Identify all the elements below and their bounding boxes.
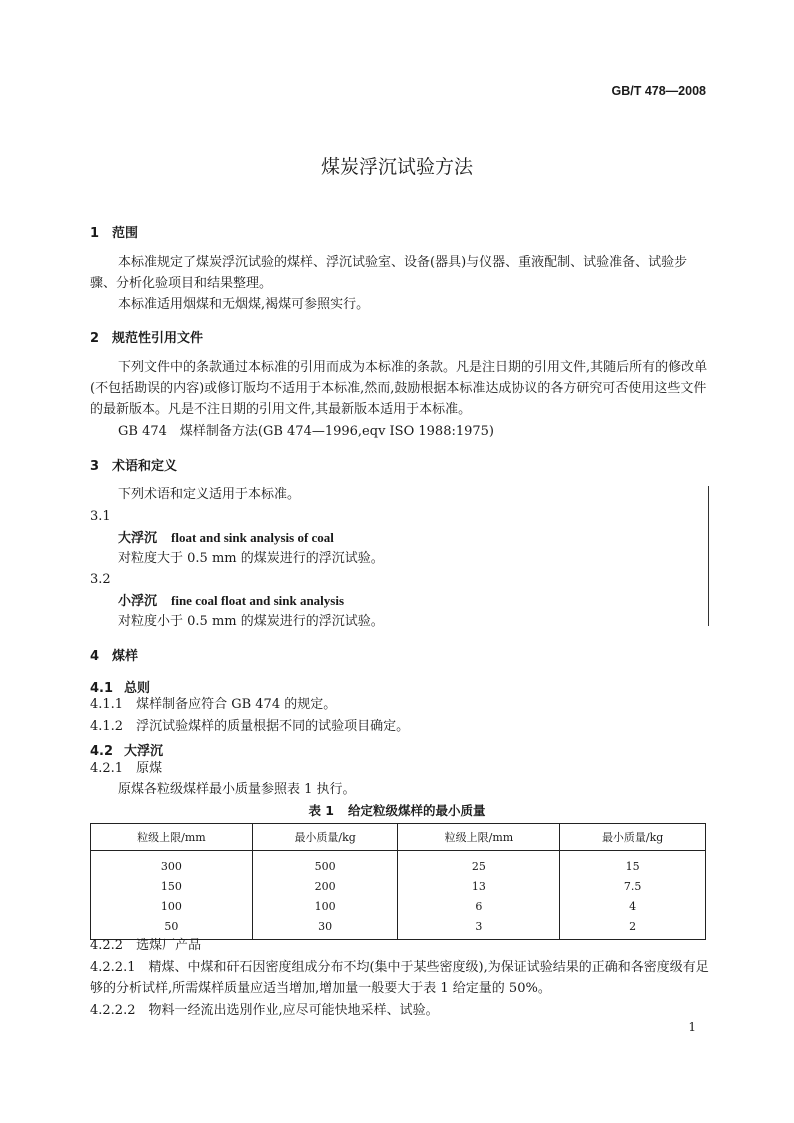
term-3-1 (118, 527, 334, 549)
term-3-2-number: 3.2 (90, 572, 111, 587)
table-cell: 13 (398, 876, 560, 896)
term-3-1-definition: 对粒度大于 0.5 mm 的煤炭进行的浮沉试验。 (118, 551, 384, 566)
clause-title: 大浮沉 (124, 744, 164, 759)
table-cell: 100 (91, 896, 253, 916)
clause-4-2-1-text: 原煤各粒级煤样最小质量参照表 1 执行。 (118, 782, 356, 797)
column-header: 粒级上限/mm (91, 824, 253, 851)
section-number: 4 (90, 649, 100, 664)
section-number: 3 (90, 459, 100, 474)
section-number: 2 (90, 331, 100, 346)
section-title: 范围 (112, 226, 139, 241)
section-title: 术语和定义 (112, 459, 178, 474)
section-1-paragraph-1: 本标准规定了煤炭浮沉试验的煤样、浮沉试验室、设备(器具)与仪器、重液配制、试验准备、试验步骤、分析化验项目和结果整理。 (90, 255, 688, 291)
table-cell: 30 (252, 916, 398, 940)
table-cell: 25 (398, 851, 560, 877)
table-cell: 2 (560, 916, 706, 940)
table-cell: 3 (398, 916, 560, 940)
section-3-heading (90, 455, 177, 474)
table-cell: 4 (560, 896, 706, 916)
section-2-heading (90, 327, 203, 346)
clause-title: 总则 (124, 681, 151, 696)
section-number: 1 (90, 226, 100, 241)
standard-number: GB/T 478—2008 (611, 84, 706, 98)
term-zh: 小浮沉 (118, 594, 158, 609)
column-header: 最小质量/kg (560, 824, 706, 851)
term-zh: 大浮沉 (118, 531, 158, 546)
table-title: 给定粒级煤样的最小质量 (348, 803, 486, 818)
table-cell: 300 (91, 851, 253, 877)
section-3-intro: 下列术语和定义适用于本标准。 (118, 487, 301, 502)
table-caption (0, 801, 794, 819)
section-2-paragraph: 下列文件中的条款通过本标准的引用而成为本标准的条款。凡是注日期的引用文件,其随后所有的修改单(不包括勘误的内容)或修订版均不适用于本标准,然而,鼓励根据本标准达成协议的各方研究可否使用这些文件的最新版本。凡是不注日期的引用文件,其最新版本适用于本标准。 (90, 360, 708, 417)
clause-4-2-2: 4.2.2 选煤厂产品 (90, 938, 202, 953)
table-number: 表 1 (308, 803, 335, 818)
clause-4-1-1: 4.1.1 煤样制备应符合 GB 474 的规定。 (90, 697, 337, 712)
clause-number: 4.2 (90, 744, 114, 759)
table-cell: 150 (91, 876, 253, 896)
term-3-2-definition: 对粒度小于 0.5 mm 的煤炭进行的浮沉试验。 (118, 614, 384, 629)
clause-4-1-2: 4.1.2 浮沉试验煤样的质量根据不同的试验项目确定。 (90, 719, 410, 734)
change-bar (708, 486, 709, 626)
table-cell: 500 (252, 851, 398, 877)
table-row (91, 896, 706, 916)
term-3-1-number: 3.1 (90, 509, 111, 524)
section-1-heading (90, 222, 138, 241)
clause-4-2-2-1: 4.2.2.1 精煤、中煤和矸石因密度组成分布不均(集中于某些密度级),为保证试验结果的正确和各密度级有足够的分析试样,所需煤样质量应适当增加,增加量一般要大于表 1 给定量的 50%。 (90, 960, 709, 996)
table-cell: 50 (91, 916, 253, 940)
term-en: float and sink analysis of coal (171, 530, 334, 545)
section-4-heading (90, 645, 138, 664)
section-1-paragraph-2: 本标准适用烟煤和无烟煤,褐煤可参照实行。 (118, 297, 370, 312)
clause-4-2-1: 4.2.1 原煤 (90, 761, 163, 776)
table-cell: 100 (252, 896, 398, 916)
table-row (91, 876, 706, 896)
table-cell: 7.5 (560, 876, 706, 896)
clause-number: 4.1 (90, 681, 114, 696)
table-header-row (91, 824, 706, 851)
term-3-2 (118, 590, 344, 612)
table-cell: 6 (398, 896, 560, 916)
section-title: 规范性引用文件 (112, 331, 204, 346)
column-header: 最小质量/kg (252, 824, 398, 851)
section-title: 煤样 (112, 649, 139, 664)
min-mass-table (90, 823, 706, 940)
clause-4-2-2-2: 4.2.2.2 物料一经流出选別作业,应尽可能快地采样、试验。 (90, 1003, 439, 1018)
document-title: 煤炭浮沉试验方法 (320, 156, 473, 178)
table-row (91, 851, 706, 877)
page-number: 1 (688, 1020, 696, 1034)
term-en: fine coal float and sink analysis (171, 593, 345, 608)
table-cell: 200 (252, 876, 398, 896)
column-header: 粒级上限/mm (398, 824, 560, 851)
table-cell: 15 (560, 851, 706, 877)
normative-reference: GB 474 煤样制备方法(GB 474—1996,eqv ISO 1988:1975) (118, 424, 494, 439)
clause-4-2-heading (90, 740, 163, 759)
